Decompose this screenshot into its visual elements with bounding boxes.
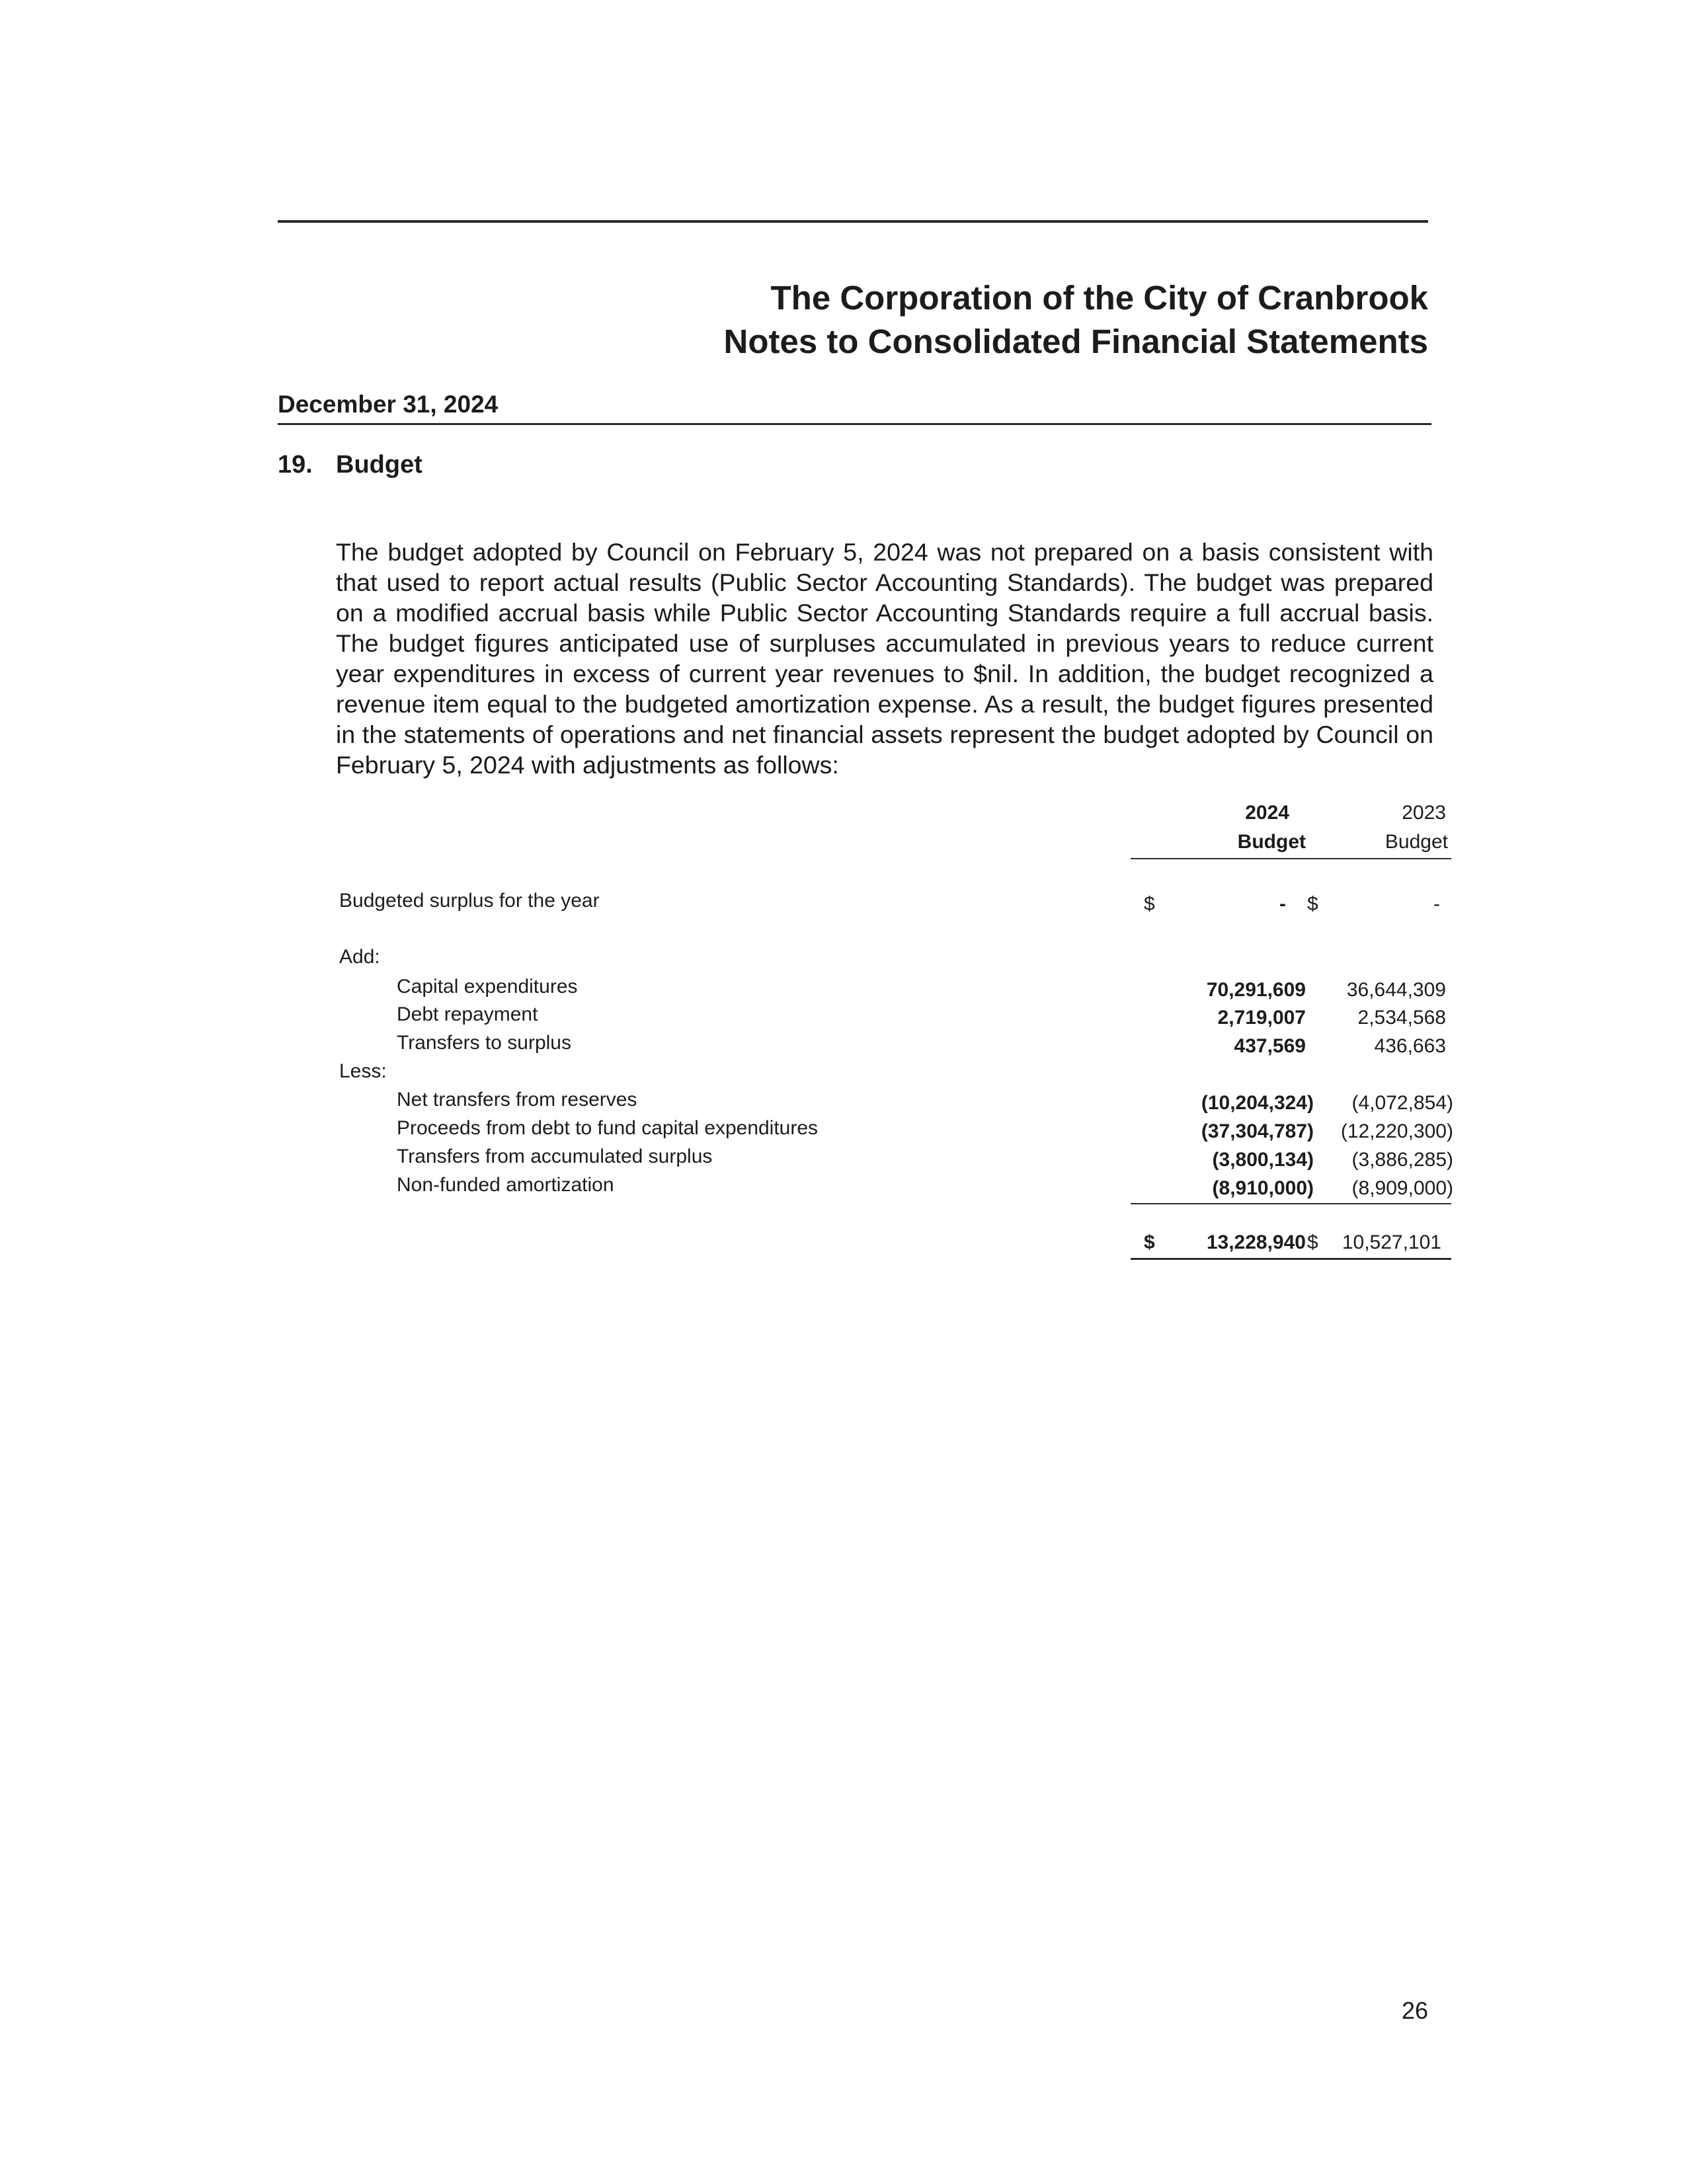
add-item-2024: 2,719,007 (1217, 1007, 1306, 1029)
section-heading (278, 449, 422, 480)
org-name: The Corporation of the City of Cranbrook (770, 279, 1428, 317)
top-rule (278, 220, 1428, 223)
subtotal-underline (1131, 1203, 1451, 1204)
budgeted-surplus-2023: - (1433, 893, 1440, 915)
col-header-2024-year: 2024 (1245, 802, 1289, 824)
less-item-label: Non-funded amortization (397, 1174, 614, 1196)
total-2024: 13,228,940 (1206, 1231, 1306, 1253)
page-number: 26 (1401, 1997, 1428, 2024)
section-title: Budget (336, 451, 422, 479)
dollar-sign-2024: $ (1144, 893, 1155, 915)
less-item-label: Transfers from accumulated surplus (397, 1146, 713, 1167)
total-underline (1131, 1258, 1451, 1260)
report-date: December 31, 2024 (278, 391, 499, 418)
dollar-sign-2023: $ (1307, 893, 1318, 915)
less-item-2023: (4,072,854) (1351, 1092, 1453, 1114)
less-item-2024: (37,304,787) (1201, 1120, 1314, 1142)
less-item-2023: (12,220,300) (1340, 1120, 1453, 1142)
col-header-2023-year: 2023 (1402, 802, 1446, 824)
less-item-2023: (3,886,285) (1351, 1149, 1453, 1171)
budget-paragraph: The budget adopted by Council on February 5, 2024 was not prepared on a basis consistent with that used to report actual results (Public Sector Accounting Standards). The budget was prepared on a modified accrual basis while Public Sector Accounting Standards require a full accrual basis. The budget figures anticipated use of surpluses accumulated in previous years to reduce current year expenditures in excess of current year revenues to $nil. In addition, the budget recognized a revenue item equal to the budgeted amortization expense. As a result, the budget figures presented in the statements of operations and net financial assets represent the budget adopted by Council on February 5, 2024 with adjustments as follows: (336, 538, 1433, 779)
budgeted-surplus-2024: - (1279, 893, 1286, 915)
less-item-2024: (8,910,000) (1212, 1177, 1314, 1199)
add-item-label: Capital expenditures (397, 976, 578, 997)
add-item-2023: 436,663 (1374, 1035, 1446, 1057)
report-title (724, 276, 1429, 364)
date-rule (278, 423, 1431, 425)
less-item-label: Net transfers from reserves (397, 1089, 637, 1111)
add-label: Add: (339, 946, 380, 968)
less-item-2024: (3,800,134) (1212, 1149, 1314, 1171)
add-item-2024: 70,291,609 (1206, 979, 1306, 1001)
budgeted-surplus-label: Budgeted surplus for the year (339, 890, 600, 912)
add-item-label: Debt repayment (397, 1003, 538, 1025)
doc-title: Notes to Consolidated Financial Statements (723, 323, 1428, 360)
less-item-2023: (8,909,000) (1351, 1177, 1453, 1199)
header-underline-2023 (1299, 858, 1451, 859)
add-item-label: Transfers to surplus (397, 1032, 571, 1054)
total-2023: 10,527,101 (1342, 1231, 1441, 1253)
section-number: 19. (278, 451, 313, 479)
total-dollar-sign-2024: $ (1144, 1231, 1155, 1253)
less-item-2024: (10,204,324) (1201, 1092, 1314, 1114)
col-header-2024-label: Budget (1237, 831, 1306, 853)
add-item-2023: 2,534,568 (1357, 1007, 1446, 1029)
col-header-2023-label: Budget (1385, 831, 1448, 853)
less-label: Less: (339, 1060, 387, 1082)
add-item-2024: 437,569 (1234, 1035, 1306, 1057)
total-dollar-sign-2023: $ (1307, 1231, 1318, 1253)
less-item-label: Proceeds from debt to fund capital expenditures (397, 1117, 819, 1139)
add-item-2023: 36,644,309 (1346, 979, 1446, 1001)
